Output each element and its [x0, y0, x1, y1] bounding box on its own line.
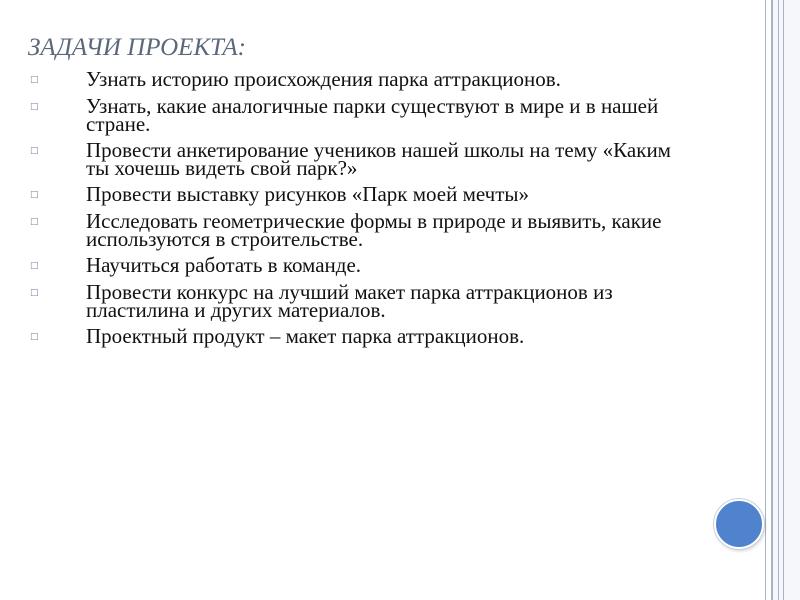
square-bullet-icon: □	[30, 217, 39, 227]
list-item	[30, 253, 720, 277]
list-item	[30, 324, 720, 348]
list-item	[30, 182, 720, 206]
list-item-text: Исследовать геометрические формы в природе и выявить, какие используются в строительстве.	[86, 209, 662, 251]
list-item	[30, 280, 720, 322]
square-bullet-icon: □	[30, 190, 39, 200]
list-item	[30, 209, 720, 251]
slide-side-panel	[771, 0, 800, 600]
list-item	[30, 67, 720, 91]
slide-border-line	[771, 0, 773, 600]
slide-title: ЗАДАЧИ ПРОЕКТА:	[28, 34, 246, 61]
slide-border-line	[765, 0, 766, 600]
square-bullet-icon: □	[30, 332, 39, 342]
list-item-text: Проектный продукт – макет парка аттракционов.	[86, 324, 525, 348]
list-item	[30, 138, 720, 180]
square-bullet-icon: □	[30, 261, 39, 271]
task-list	[30, 67, 720, 354]
list-item-text: Узнать, какие аналогичные парки существуют в мире и в нашей стране.	[86, 94, 659, 136]
list-item-text: Узнать историю происхождения парка аттракционов.	[86, 67, 561, 91]
list-item-text: Провести анкетирование учеников нашей школы на тему «Каким ты хочешь видеть свой парк?»	[86, 138, 671, 180]
square-bullet-icon: □	[30, 75, 39, 85]
slide-border-line	[778, 0, 779, 600]
list-item-text: Научиться работать в команде.	[86, 253, 362, 277]
square-bullet-icon: □	[30, 288, 39, 298]
square-bullet-icon: □	[30, 146, 39, 156]
slide-border-line	[783, 0, 784, 600]
square-bullet-icon: □	[30, 102, 39, 112]
list-item	[30, 94, 720, 136]
decorative-circle	[714, 499, 764, 549]
list-item-text: Провести выставку рисунков «Парк моей мечты»	[86, 182, 530, 206]
list-item-text: Провести конкурс на лучший макет парка аттракционов из пластилина и других материалов.	[86, 280, 613, 322]
